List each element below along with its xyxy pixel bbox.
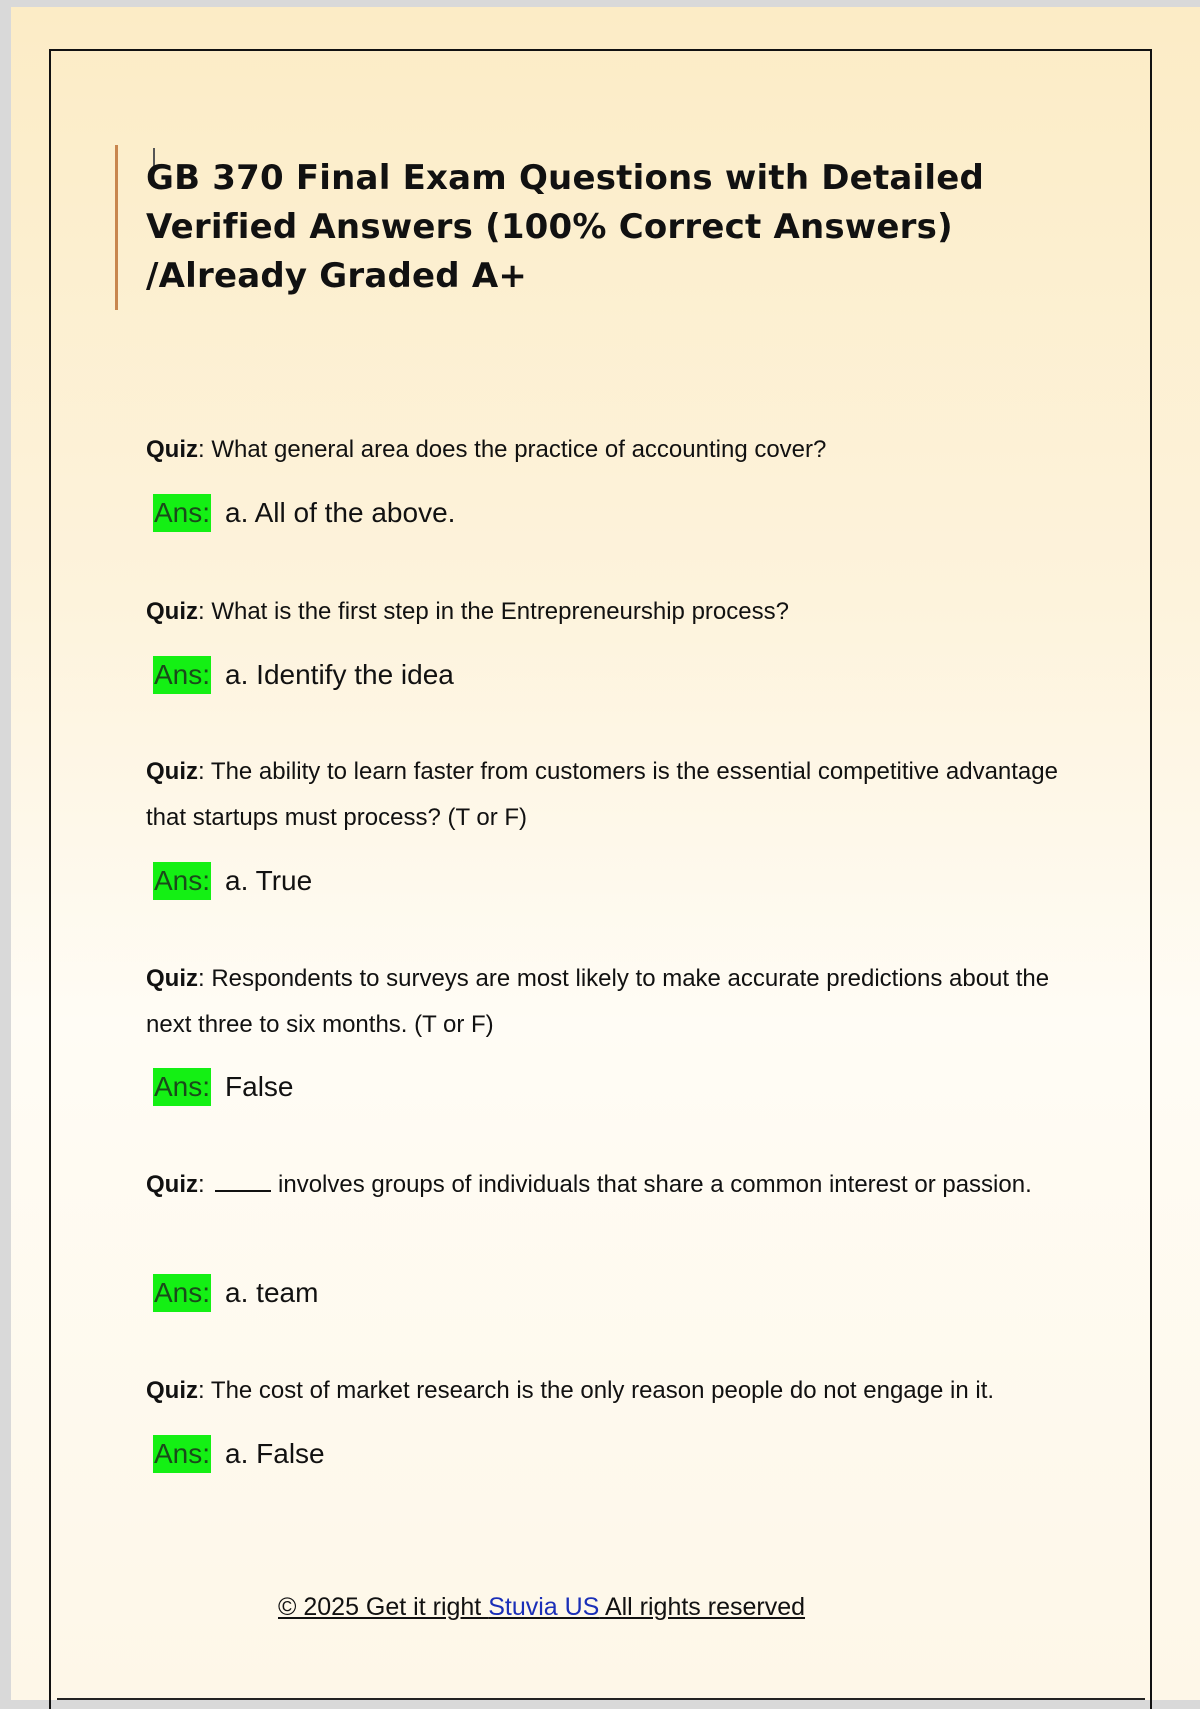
ans-label: Ans: — [153, 656, 211, 694]
quiz-label: Quiz — [146, 1171, 198, 1198]
document-title: GB 370 Final Exam Questions with Detailed Verified Answers (100% Correct Answers) /Already Graded A+ — [146, 158, 985, 296]
quiz-question-2: Quiz: What is the first step in the Entrepreneurship process? — [146, 598, 789, 625]
quiz-label: Quiz — [146, 436, 198, 463]
quiz-answer-1: Ans: a. All of the above. — [153, 494, 455, 532]
quiz-answer-4: Ans: False — [153, 1068, 294, 1106]
quiz-question-5: Quiz: involves groups of individuals that share a common interest or passion. — [146, 1171, 1032, 1198]
fill-in-blank — [215, 1188, 271, 1192]
copyright-footer: © 2025 Get it right Stuvia US All rights reserved — [278, 1593, 806, 1621]
quiz-label: Quiz — [146, 1377, 198, 1404]
quiz-answer-5: Ans: a. team — [153, 1274, 318, 1312]
quiz-answer-3: Ans: a. True — [153, 862, 312, 900]
ans-label: Ans: — [153, 494, 211, 532]
quiz-answer-2: Ans: a. Identify the idea — [153, 656, 454, 694]
ans-label: Ans: — [153, 862, 211, 900]
quiz-label: Quiz — [146, 758, 198, 785]
quiz-question-3: Quiz: The ability to learn faster from customers is the essential competitive advantage that startups must process? (T or F) — [146, 758, 1058, 831]
ans-label: Ans: — [153, 1068, 211, 1106]
quiz-question-6: Quiz: The cost of market research is the only reason people do not engage in it. — [146, 1377, 995, 1404]
quiz-label: Quiz — [146, 598, 198, 625]
quiz-question-4: Quiz: Respondents to surveys are most likely to make accurate predictions about the next three to six months. (T or F) — [146, 965, 1050, 1038]
quiz-label: Quiz — [146, 965, 198, 992]
stuvia-link[interactable]: Stuvia US — [488, 1593, 600, 1621]
ans-label: Ans: — [153, 1435, 211, 1473]
ans-label: Ans: — [153, 1274, 211, 1312]
quiz-answer-6: Ans: a. False — [153, 1435, 325, 1473]
quiz-question-1: Quiz: What general area does the practice of accounting cover? — [146, 436, 827, 463]
